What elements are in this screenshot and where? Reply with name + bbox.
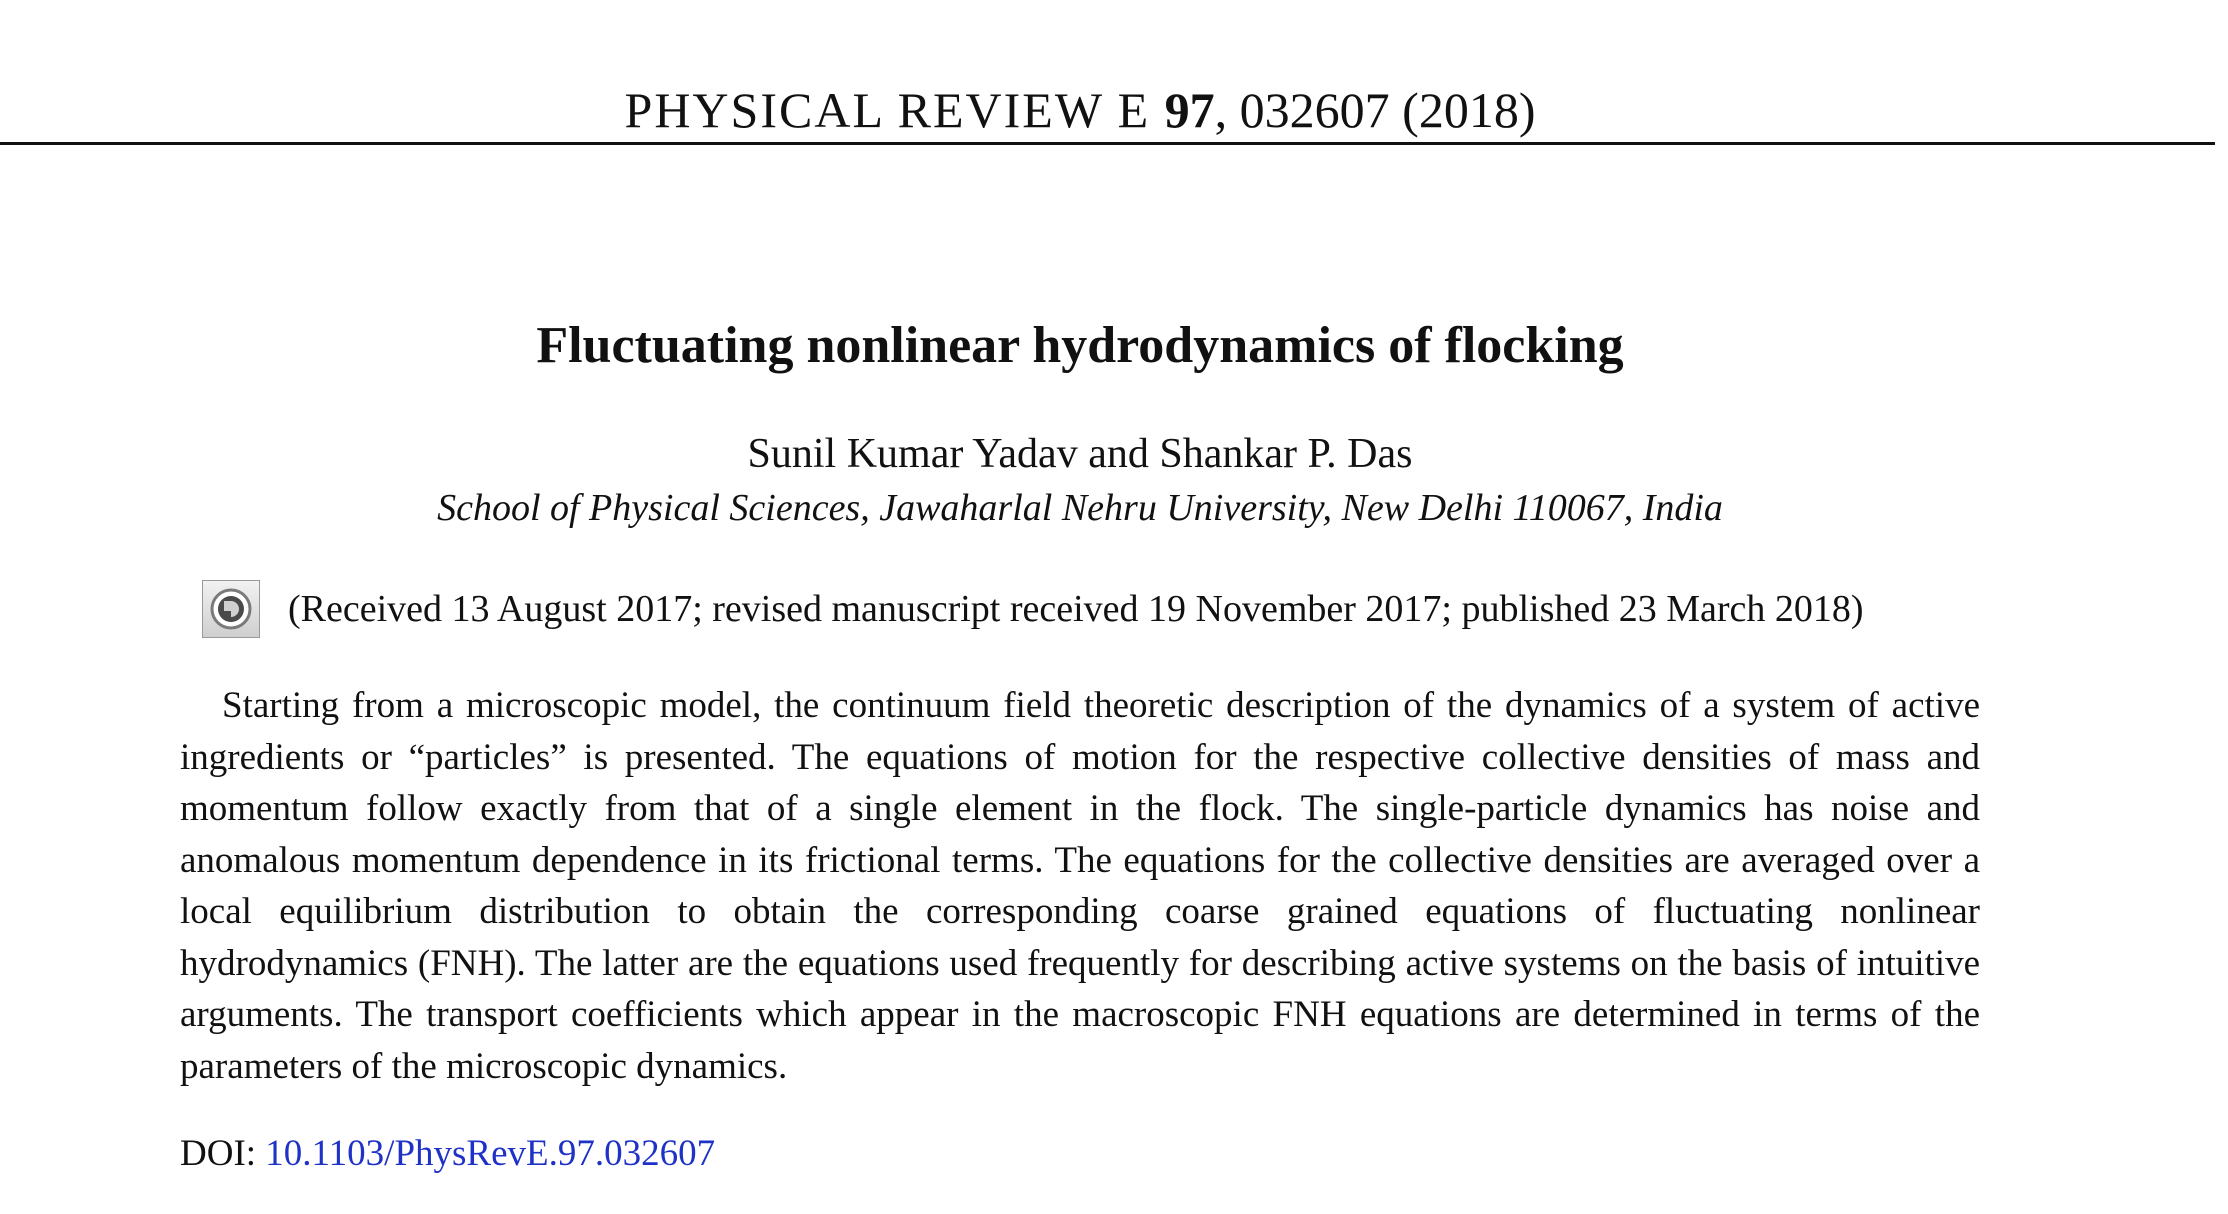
journal-name: PHYSICAL REVIEW E bbox=[624, 82, 1151, 138]
article-dates: (Received 13 August 2017; revised manuscript received 19 November 2017; published 23 March 2018) bbox=[288, 588, 1864, 630]
journal-volume: 97 bbox=[1164, 82, 1215, 138]
abstract: Starting from a microscopic model, the continuum field theoretic description of the dynamics of a system of active ingredients or “particles” is presented. The equations of motion for the respective collective densities of mass and momentum follow exactly from that of a single element in the flock. The single-particle dynamics has noise and anomalous momentum dependence in its frictional terms. The equations for the collective densities are averaged over a local equilibrium distribution to obtain the corresponding coarse grained equations of fluctuating nonlinear hydrodynamics (FNH). The latter are the equations used frequently for describing active systems on the basis of intuitive arguments. The transport coefficients which appear in the macroscopic FNH equations are determined in terms of the parameters of the microscopic dynamics. bbox=[180, 685, 1980, 1087]
journal-header bbox=[0, 78, 2160, 142]
doi-label: DOI: bbox=[180, 1133, 266, 1174]
article-authors: Sunil Kumar Yadav and Shankar P. Das bbox=[747, 431, 1413, 477]
doi-line bbox=[180, 1128, 715, 1180]
article-number-year: , 032607 (2018) bbox=[1214, 82, 1536, 138]
article-title: Fluctuating nonlinear hydrodynamics of flocking bbox=[536, 317, 1624, 374]
doi-link[interactable]: 10.1103/PhysRevE.97.032607 bbox=[265, 1133, 716, 1174]
header-rule bbox=[0, 142, 2215, 145]
crossmark-icon-graphic bbox=[209, 587, 253, 631]
crossmark-icon[interactable] bbox=[202, 580, 260, 638]
article-affiliation: School of Physical Sciences, Jawaharlal Nehru University, New Delhi 110067, India bbox=[437, 487, 1723, 529]
